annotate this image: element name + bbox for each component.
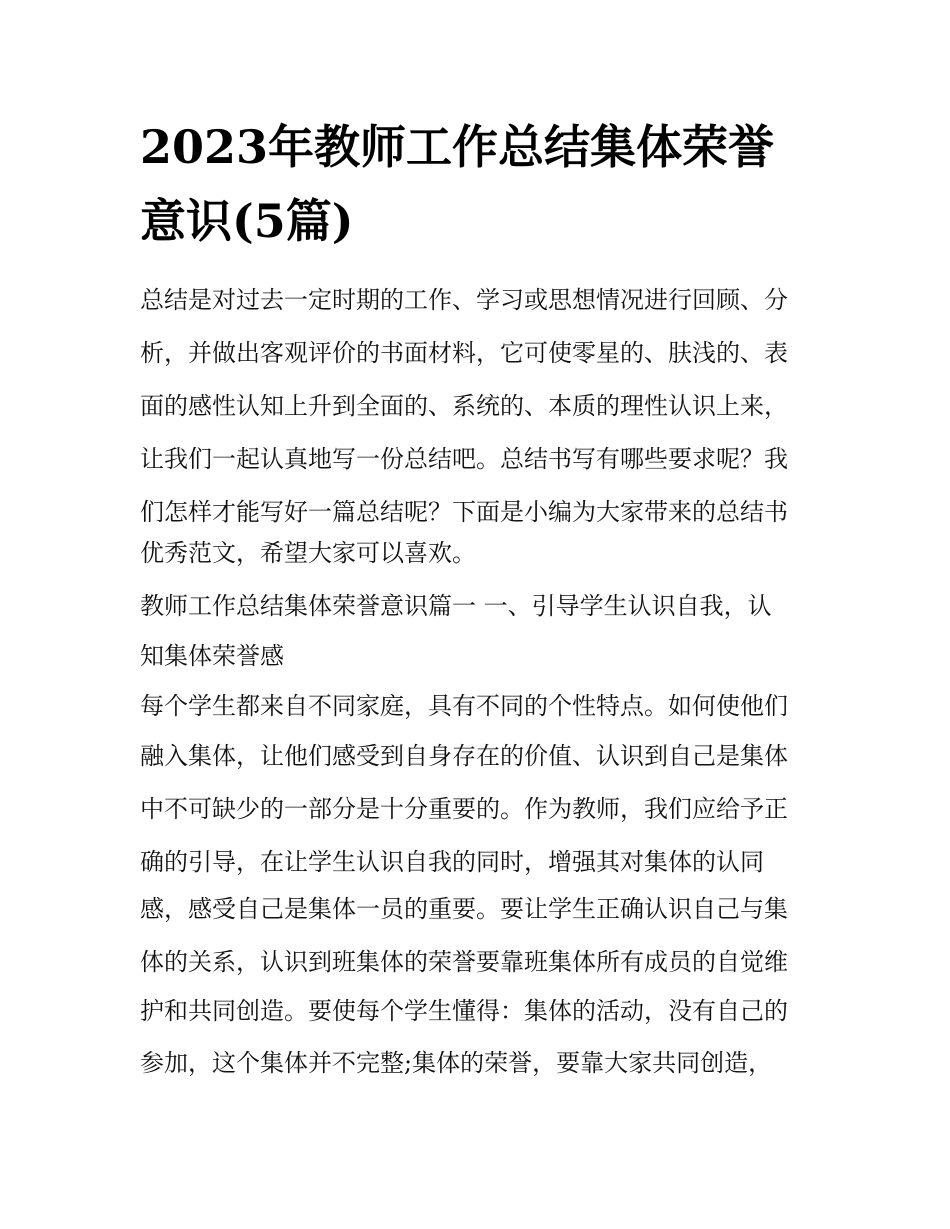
body-text-line: 体的关系，认识到班集体的荣誉要靠班集体所有成员的自觉维: [140, 948, 788, 976]
body-text-line: 中不可缺少的一部分是十分重要的。作为教师，我们应给予正: [140, 795, 788, 823]
body-text-line: 感，感受自己是集体一员的重要。要让学生正确认识自己与集: [140, 895, 788, 923]
section-heading-line: 教师工作总结集体荣誉意识篇一 一、引导学生认识自我，认: [140, 592, 772, 620]
body-text-line: 总结是对过去一定时期的工作、学习或思想情况进行回顾、分: [140, 286, 788, 314]
document-title-line-1: 2023年教师工作总结集体荣誉: [140, 120, 775, 174]
document-title-line-2: 意识(5篇): [140, 194, 354, 248]
body-text-line: 融入集体，让他们感受到自身存在的价值、认识到自己是集体: [140, 742, 788, 770]
body-text-line: 确的引导，在让学生认识自我的同时，增强其对集体的认同: [140, 848, 764, 876]
section-heading-line: 知集体荣誉感: [140, 642, 284, 670]
body-text-line: 面的感性认知上升到全面的、系统的、本质的理性认识上来，: [140, 392, 788, 420]
body-text-line: 让我们一起认真地写一份总结吧。总结书写有哪些要求呢？我: [140, 445, 788, 473]
body-text-line: 析，并做出客观评价的书面材料，它可使零星的、肤浅的、表: [140, 339, 788, 367]
body-text-line: 护和共同创造。要使每个学生懂得：集体的活动，没有自己的: [140, 997, 788, 1025]
body-text-line: 们怎样才能写好一篇总结呢？下面是小编为大家带来的总结书: [140, 498, 788, 526]
body-text-line: 每个学生都来自不同家庭，具有不同的个性特点。如何使他们: [140, 692, 788, 720]
body-text-line: 参加，这个集体并不完整;集体的荣誉，要靠大家共同创造，: [140, 1049, 773, 1077]
body-text-line: 优秀范文，希望大家可以喜欢。: [140, 539, 476, 567]
